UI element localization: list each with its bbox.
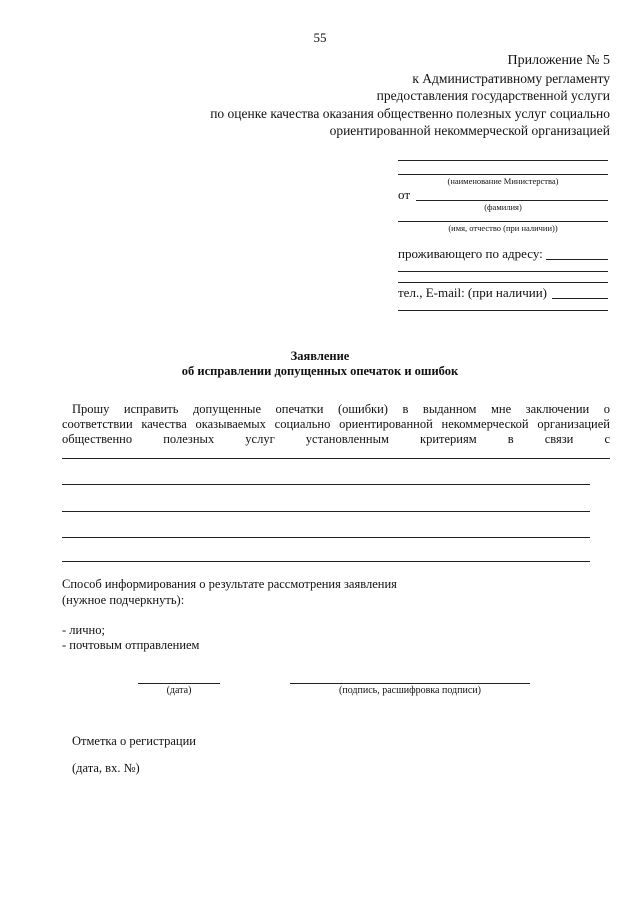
ministry-line-1[interactable] — [398, 160, 608, 161]
name-line[interactable] — [398, 221, 608, 222]
reason-line-2[interactable] — [62, 484, 590, 485]
date-caption: (дата) — [166, 685, 192, 696]
appendix-line: по оценке качества оказания общественно полезных услуг социально — [210, 105, 610, 121]
reason-line-1[interactable] — [62, 458, 610, 459]
contact-label: тел., E-mail: (при наличии) — [398, 285, 547, 300]
document-title: Заявление — [290, 349, 350, 363]
notification-label: Способ информирования о результате рассмотрения заявления — [62, 577, 397, 591]
address-line-3[interactable] — [398, 282, 608, 283]
appendix-line: ориентированной некоммерческой организацией — [329, 123, 610, 138]
address-label: проживающего по адресу: — [398, 246, 543, 261]
signature-line[interactable] — [290, 683, 530, 684]
reason-line-5[interactable] — [62, 561, 590, 562]
contact-line-2[interactable] — [398, 310, 608, 311]
ministry-line-2[interactable] — [398, 174, 608, 175]
address-line-2[interactable] — [398, 271, 608, 272]
contact-line-1[interactable] — [552, 298, 608, 299]
appendix-header — [140, 52, 610, 140]
registration-detail: (дата, вх. №) — [72, 761, 140, 775]
appendix-line: Приложение № 5 — [507, 53, 610, 68]
name-caption: (имя, отчество (при наличии)) — [448, 223, 558, 233]
reason-line-4[interactable] — [62, 537, 590, 538]
surname-line[interactable] — [416, 200, 608, 201]
appendix-line: к Административному регламенту — [412, 70, 610, 86]
registration-label: Отметка о регистрации — [72, 734, 196, 748]
address-line-1[interactable] — [546, 259, 608, 260]
notification-hint: (нужное подчеркнуть): — [62, 593, 185, 607]
date-line[interactable] — [138, 683, 220, 684]
request-line-1: Прошу исправить допущенные опечатки (ошибки) в выданном мне заключении о — [72, 402, 610, 416]
signature-caption: (подпись, расшифровка подписи) — [339, 685, 481, 696]
page-number: 55 — [313, 30, 327, 45]
request-line-2: соответствии качества оказываемых социально ориентированной некоммерческой организацией — [62, 417, 610, 431]
from-label: от — [398, 187, 411, 202]
option-post[interactable]: - почтовым отправлением — [62, 638, 200, 652]
option-personal[interactable]: - лично; — [62, 623, 105, 637]
request-line-3: общественно полезных услуг установленным критериям в связи с — [62, 432, 610, 446]
document-subtitle: об исправлении допущенных опечаток и ошибок — [181, 364, 459, 378]
ministry-caption: (наименование Министерства) — [447, 176, 559, 186]
appendix-line: предоставления государственной услуги — [376, 88, 610, 103]
surname-caption: (фамилия) — [484, 202, 522, 212]
reason-line-3[interactable] — [62, 511, 590, 512]
